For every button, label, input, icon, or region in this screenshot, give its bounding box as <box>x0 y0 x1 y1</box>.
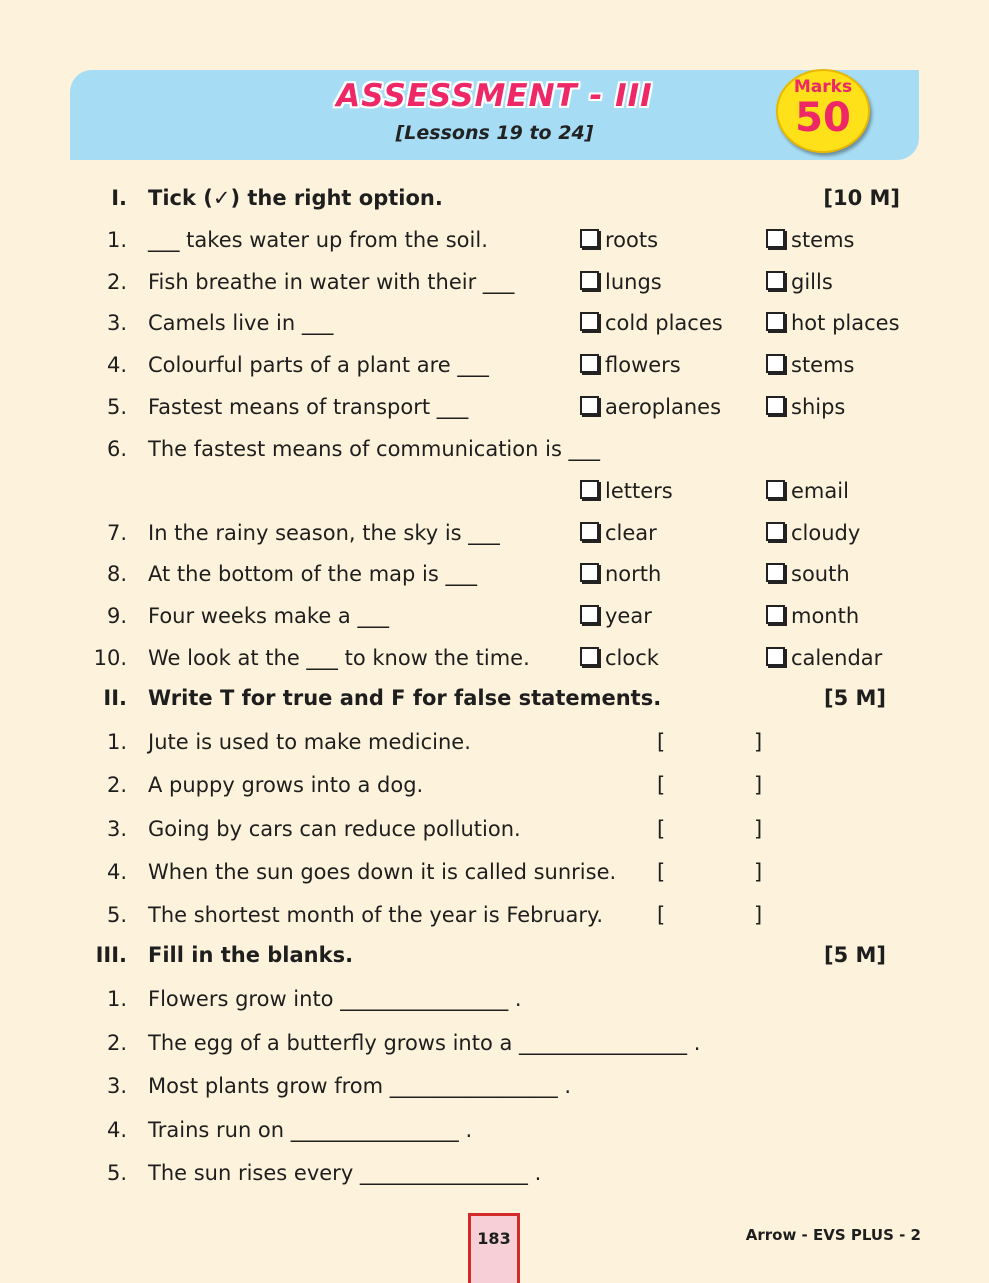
option-a[interactable] <box>580 267 662 297</box>
question-row <box>0 434 989 464</box>
statement-text: The shortest month of the year is February. <box>148 903 604 927</box>
statement-row <box>0 900 989 930</box>
question-number: 6. <box>106 437 127 461</box>
statement-row <box>0 857 989 887</box>
question-text: Colourful parts of a plant are ___ <box>148 353 489 377</box>
option-b-label: stems <box>791 353 855 377</box>
section-heading-2 <box>0 683 989 713</box>
option-a-label: letters <box>605 479 673 503</box>
option-a[interactable] <box>580 559 661 589</box>
section-title: Write T for true and F for false statements. <box>148 686 662 710</box>
question-text: ___ takes water up from the soil. <box>148 228 488 252</box>
blank-text[interactable]: The sun rises every ________________ . <box>148 1161 542 1185</box>
statement-number: 3. <box>106 817 127 841</box>
question-number: 2. <box>106 270 127 294</box>
page-number: 183 <box>468 1213 520 1283</box>
option-a-label: roots <box>605 228 659 252</box>
checkbox-icon[interactable] <box>580 312 599 331</box>
book-title: Arrow - EVS PLUS - 2 <box>745 1226 921 1244</box>
question-number: 8. <box>106 562 127 586</box>
option-b[interactable] <box>766 518 860 548</box>
section-title: Fill in the blanks. <box>148 943 354 967</box>
marks-badge <box>776 69 870 153</box>
question-number: 3. <box>106 311 127 335</box>
checkbox-icon[interactable] <box>766 480 785 499</box>
checkbox-icon[interactable] <box>580 647 599 666</box>
statement-row <box>0 770 989 800</box>
checkbox-icon[interactable] <box>766 354 785 373</box>
question-number: 4. <box>106 353 127 377</box>
blank-text[interactable]: Most plants grow from ________________ . <box>148 1074 572 1098</box>
section-marks: [10 M] <box>823 186 900 210</box>
option-b-label: south <box>791 562 850 586</box>
option-b-label: cloudy <box>791 521 861 545</box>
checkbox-icon[interactable] <box>580 354 599 373</box>
checkbox-icon[interactable] <box>766 647 785 666</box>
question-options-row <box>0 476 989 506</box>
statement-number: 2. <box>106 773 127 797</box>
answer-bracket-close[interactable]: ] <box>754 817 763 841</box>
option-a[interactable] <box>580 476 673 506</box>
answer-bracket-close[interactable]: ] <box>754 773 763 797</box>
question-number: 1. <box>106 228 127 252</box>
blank-number: 2. <box>106 1031 127 1055</box>
statement-text: Going by cars can reduce pollution. <box>148 817 521 841</box>
answer-bracket-open[interactable]: [ <box>657 773 666 797</box>
question-text: The fastest means of communication is ___ <box>148 437 601 461</box>
option-b-label: ships <box>791 395 846 419</box>
blank-row <box>0 1071 989 1101</box>
answer-bracket-close[interactable]: ] <box>754 903 763 927</box>
option-a-label: aeroplanes <box>605 395 722 419</box>
section-number: III. <box>95 943 127 967</box>
question-row <box>0 225 989 255</box>
question-row <box>0 518 989 548</box>
option-a[interactable] <box>580 225 658 255</box>
option-b[interactable] <box>766 308 900 338</box>
checkbox-icon[interactable] <box>766 312 785 331</box>
question-number: 5. <box>106 395 127 419</box>
option-a-label: north <box>605 562 662 586</box>
option-a-label: lungs <box>605 270 662 294</box>
blank-number: 4. <box>106 1118 127 1142</box>
checkbox-icon[interactable] <box>580 229 599 248</box>
option-b-label: calendar <box>791 646 883 670</box>
blank-text[interactable]: Trains run on ________________ . <box>148 1118 473 1142</box>
option-b[interactable] <box>766 350 855 380</box>
blank-number: 5. <box>106 1161 127 1185</box>
page-title: ASSESSMENT - III <box>336 78 653 114</box>
statement-text: Jute is used to make medicine. <box>148 730 471 754</box>
question-text: Four weeks make a ___ <box>148 604 389 628</box>
question-text: We look at the ___ to know the time. <box>148 646 530 670</box>
blank-text[interactable]: Flowers grow into ________________ . <box>148 987 522 1011</box>
option-a[interactable] <box>580 308 723 338</box>
option-a[interactable] <box>580 350 681 380</box>
statement-number: 5. <box>106 903 127 927</box>
option-a[interactable] <box>580 643 659 673</box>
section-number: II. <box>103 686 127 710</box>
option-b[interactable] <box>766 643 882 673</box>
option-a-label: year <box>605 604 652 628</box>
page-subtitle: [Lessons 19 to 24] <box>395 122 594 144</box>
question-text: Fish breathe in water with their ___ <box>148 270 515 294</box>
option-b-label: hot places <box>791 311 900 335</box>
question-number: 10. <box>93 646 127 670</box>
option-b-label: stems <box>791 228 855 252</box>
question-row <box>0 643 989 673</box>
checkbox-icon[interactable] <box>580 522 599 541</box>
section-heading-3 <box>0 940 989 970</box>
blank-text[interactable]: The egg of a butterfly grows into a ________________ . <box>148 1031 701 1055</box>
question-text: Camels live in ___ <box>148 311 334 335</box>
section-heading-1 <box>0 183 989 213</box>
blank-row <box>0 1115 989 1145</box>
option-a-label: clock <box>605 646 659 670</box>
checkbox-icon[interactable] <box>766 271 785 290</box>
answer-bracket-open[interactable]: [ <box>657 860 666 884</box>
statement-number: 1. <box>106 730 127 754</box>
blank-row <box>0 1028 989 1058</box>
answer-bracket-open[interactable]: [ <box>657 817 666 841</box>
option-b-label: gills <box>791 270 833 294</box>
checkbox-icon[interactable] <box>766 522 785 541</box>
option-a-label: clear <box>605 521 657 545</box>
option-a[interactable] <box>580 392 721 422</box>
question-row <box>0 308 989 338</box>
option-b[interactable] <box>766 392 845 422</box>
option-a[interactable] <box>580 518 657 548</box>
option-b[interactable] <box>766 476 849 506</box>
option-b[interactable] <box>766 267 833 297</box>
question-text: At the bottom of the map is ___ <box>148 562 478 586</box>
answer-bracket-open[interactable]: [ <box>657 903 666 927</box>
checkbox-icon[interactable] <box>766 396 785 415</box>
option-a[interactable] <box>580 601 652 631</box>
option-a-label: flowers <box>605 353 681 377</box>
blank-number: 3. <box>106 1074 127 1098</box>
question-number: 7. <box>106 521 127 545</box>
checkbox-icon[interactable] <box>766 563 785 582</box>
checkbox-icon[interactable] <box>580 396 599 415</box>
question-text: Fastest means of transport ___ <box>148 395 469 419</box>
checkbox-icon[interactable] <box>580 480 599 499</box>
option-b[interactable] <box>766 225 855 255</box>
section-marks: [5 M] <box>823 686 886 710</box>
statement-number: 4. <box>106 860 127 884</box>
option-a-label: cold places <box>605 311 723 335</box>
question-row <box>0 350 989 380</box>
checkbox-icon[interactable] <box>580 271 599 290</box>
question-row <box>0 392 989 422</box>
answer-bracket-open[interactable]: [ <box>657 730 666 754</box>
question-text: In the rainy season, the sky is ___ <box>148 521 500 545</box>
option-b-label: email <box>791 479 849 503</box>
section-number: I. <box>111 186 127 210</box>
question-row <box>0 601 989 631</box>
section-title: Tick (✓) the right option. <box>148 186 443 210</box>
blank-number: 1. <box>106 987 127 1011</box>
checkbox-icon[interactable] <box>580 605 599 624</box>
answer-bracket-close[interactable]: ] <box>754 860 763 884</box>
checkbox-icon[interactable] <box>766 605 785 624</box>
checkbox-icon[interactable] <box>580 563 599 582</box>
checkbox-icon[interactable] <box>766 229 785 248</box>
statement-text: A puppy grows into a dog. <box>148 773 424 797</box>
statement-text: When the sun goes down it is called sunrise. <box>148 860 617 884</box>
option-b[interactable] <box>766 559 850 589</box>
option-b[interactable] <box>766 601 859 631</box>
answer-bracket-close[interactable]: ] <box>754 730 763 754</box>
question-row <box>0 559 989 589</box>
blank-row <box>0 984 989 1014</box>
marks-label: Marks <box>793 77 853 97</box>
statement-row <box>0 727 989 757</box>
question-row <box>0 267 989 297</box>
marks-value: 50 <box>795 95 851 141</box>
statement-row <box>0 814 989 844</box>
option-b-label: month <box>791 604 860 628</box>
question-number: 9. <box>106 604 127 628</box>
blank-row <box>0 1158 989 1188</box>
section-marks: [5 M] <box>823 943 886 967</box>
